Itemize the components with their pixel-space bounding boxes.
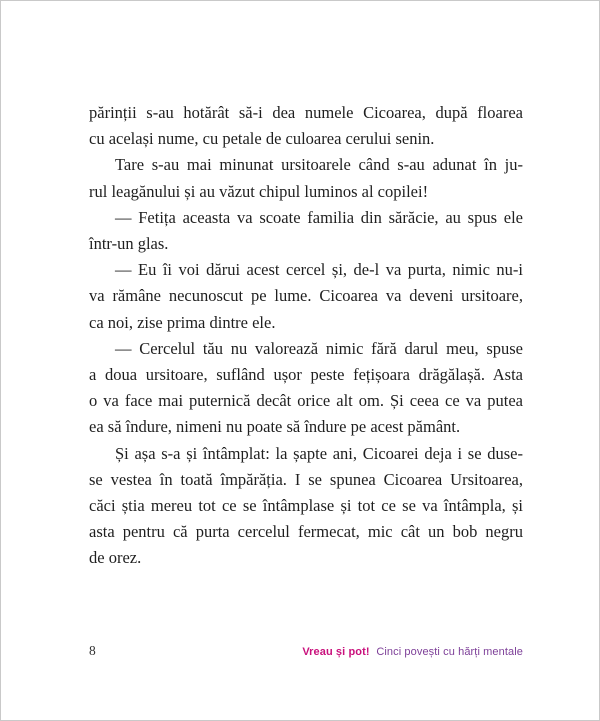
text-line: va rămâne necunoscut pe lume. Cicoarea va deveni ursitoare, <box>89 286 523 306</box>
text-line: părinții s-au hotărât să-i dea numele Cicoarea, după floarea <box>89 103 523 122</box>
text-line: ca noi, zise prima dintre ele. <box>89 312 276 332</box>
paragraph <box>89 336 523 441</box>
text-line: se vestea în toată împărăția. I se spunea Cicoarea Ursitoarea, <box>89 469 523 489</box>
footer-book-subtitle: Cinci povești cu hărți mentale <box>376 646 523 658</box>
text-line: Și așa s-a și întâmplat: la șapte ani, Cicoarei deja i se duse- <box>115 443 523 463</box>
paragraph <box>89 205 523 257</box>
footer-series-title: Vreau și pot! <box>302 646 370 658</box>
text-line: cu același nume, cu petale de culoarea cerului senin. <box>89 129 435 149</box>
text-line: într-un glas. <box>89 234 169 254</box>
text-line: ea să îndure, nimeni nu poate să îndure pe acest pământ. <box>89 417 461 437</box>
text-line: — Eu îi voi dărui acest cercel și, de-l va purta, nimic nu-i <box>115 260 523 280</box>
paragraph <box>89 257 523 336</box>
text-line: căci știa mereu tot ce se întâmplase și tot ce se va întâmpla, și <box>89 496 523 516</box>
text-line: o va face mai puternică decât orice alt om. Și ceea ce va putea <box>89 391 523 411</box>
page-text <box>89 100 523 572</box>
paragraph <box>89 100 523 152</box>
text-line: Tare s-au mai minunat ursitoarele când s-au adunat în ju- <box>115 155 523 175</box>
footer-title <box>302 646 523 658</box>
text-line: — Fetița aceasta va scoate familia din sărăcie, au spus ele <box>115 207 523 227</box>
text-line: a doua ursitoare, suflând ușor peste fețișoara drăgălașă. Asta <box>89 365 523 385</box>
text-line: — Cercelul tău nu valorează nimic fără darul meu, spuse <box>115 338 523 358</box>
paragraph <box>89 441 523 572</box>
text-line: de orez. <box>89 548 142 568</box>
paragraph <box>89 152 523 204</box>
page-footer <box>89 643 523 659</box>
page-number: 8 <box>89 643 96 658</box>
text-line: rul leagănului și au văzut chipul luminos al copilei! <box>89 181 429 201</box>
text-line: asta pentru că purta cercelul fermecat, mic cât un bob negru <box>89 522 523 542</box>
